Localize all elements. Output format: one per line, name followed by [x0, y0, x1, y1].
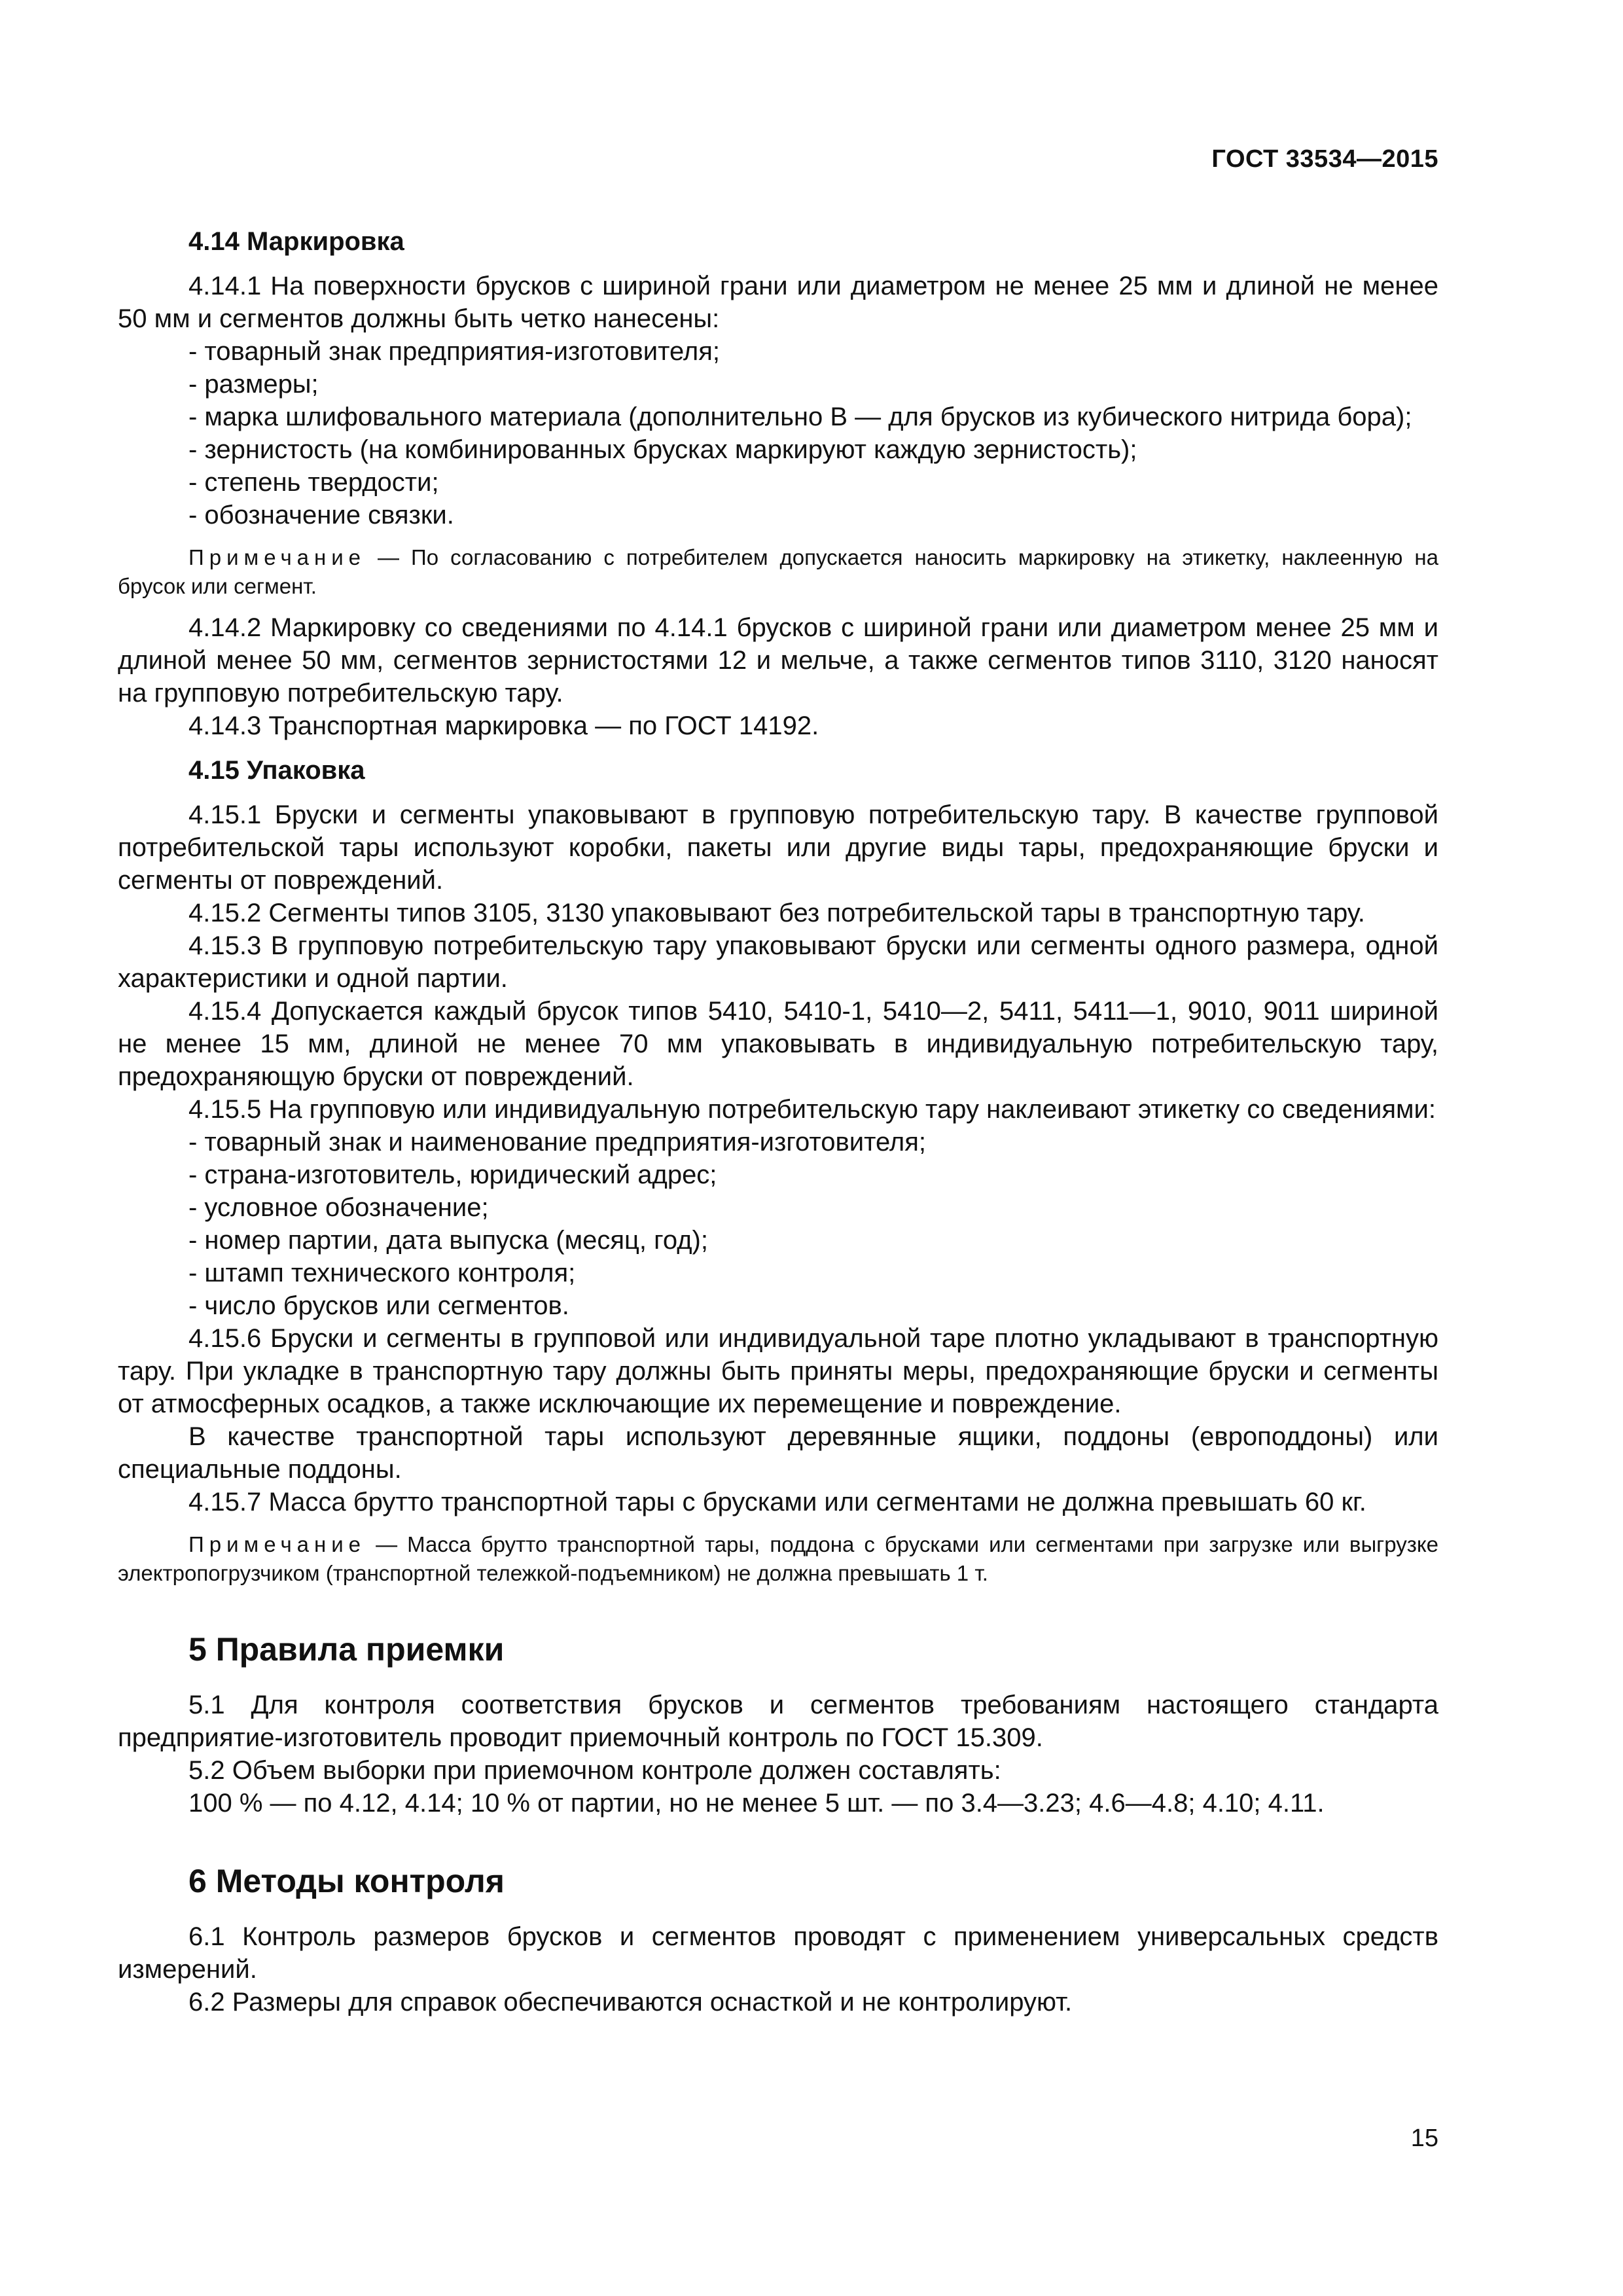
spacer: [118, 742, 1438, 750]
list-item: - обозначение связки.: [188, 501, 454, 529]
list-item: - число брусков или сегментов.: [188, 1291, 569, 1320]
paragraph-5-2: 5.2 Объем выборки при приемочном контроле должен составлять:: [188, 1756, 1001, 1785]
note-label: Примечание: [188, 1532, 366, 1556]
list-item: - страна-изготовитель, юридический адрес;: [188, 1160, 717, 1189]
paragraph-5-2-cont: 100 % — по 4.12, 4.14; 10 % от партии, но не менее 5 шт. — по 3.4—3.23; 4.6—4.8; 4.10; 4.11.: [188, 1789, 1325, 1818]
paragraph-4-15-4: 4.15.4 Допускается каждый брусок типов 5410, 5410-1, 5410—2, 5411, 5411—1, 9010, 9011 шириной не менее 15 мм, длиной не менее 70 мм упаковывать в индивидуальную потребительскую тару, предохраняющую бруски от повреждений.: [118, 997, 1438, 1091]
paragraph-4-15-2: 4.15.2 Сегменты типов 3105, 3130 упаковывают без потребительской тары в транспортную тару.: [188, 899, 1365, 927]
paragraph-4-15-6-cont: В качестве транспортной тары используют деревянные ящики, поддоны (европоддоны) или специальные поддоны.: [118, 1422, 1438, 1484]
list-item: - зернистость (на комбинированных брусках маркируют каждую зернистость);: [188, 435, 1137, 464]
section-title-4-14: 4.14 Маркировка: [188, 227, 404, 256]
section-title-6: 6 Методы контроля: [188, 1863, 505, 1899]
list-item: - условное обозначение;: [188, 1193, 489, 1222]
note-4-14: [118, 543, 1438, 601]
paragraph-4-15-3: 4.15.3 В групповую потребительскую тару упаковывают бруски или сегменты одного размера, одной характеристики и одной партии.: [118, 931, 1438, 993]
document-header: ГОСТ 33534—2015: [1211, 145, 1438, 173]
list-item: - товарный знак предприятия-изготовителя;: [188, 337, 720, 366]
note-text: — По согласованию с потребителем допускается наносить маркировку на этикетку, наклеенную на брусок или сегмент.: [118, 545, 1438, 598]
list-item: - товарный знак и наименование предприятия-изготовителя;: [188, 1128, 927, 1157]
list-item: - номер партии, дата выпуска (месяц, год);: [188, 1226, 708, 1255]
page-number: 15: [1410, 2125, 1438, 2152]
paragraph-4-15-5: 4.15.5 На групповую или индивидуальную потребительскую тару наклеивают этикетку со сведениями:: [188, 1095, 1436, 1124]
document-body: [118, 221, 1438, 2018]
list-item: - размеры;: [188, 370, 319, 399]
paragraph-4-15-1: 4.15.1 Бруски и сегменты упаковывают в групповую потребительскую тару. В качестве групповой потребительской тары используют коробки, пакеты или другие виды тары, предохраняющие бруски и сегменты от повреждений.: [118, 800, 1438, 895]
section-title-4-15: 4.15 Упаковка: [188, 756, 365, 785]
section-title-5: 5 Правила приемки: [188, 1631, 505, 1668]
paragraph-5-1: 5.1 Для контроля соответствия брусков и сегментов требованиям настоящего стандарта предприятие-изготовитель проводит приемочный контроль по ГОСТ 15.309.: [118, 1691, 1438, 1752]
note-label: Примечание: [188, 545, 366, 569]
paragraph-6-2: 6.2 Размеры для справок обеспечиваются оснасткой и не контролируют.: [188, 1988, 1073, 2017]
paragraph-4-15-7: 4.15.7 Масса брутто транспортной тары с брусками или сегментами не должна превышать 60 кг.: [188, 1488, 1366, 1516]
list-item: - штамп технического контроля;: [188, 1259, 576, 1287]
paragraph-6-1: 6.1 Контроль размеров брусков и сегментов проводят с применением универсальных средств измерений.: [118, 1922, 1438, 1984]
paragraph-4-14-1: 4.14.1 На поверхности брусков с шириной грани или диаметром не менее 25 мм и длиной не менее 50 мм и сегментов должны быть четко нанесены:: [118, 272, 1438, 333]
paragraph-4-14-3: 4.14.3 Транспортная маркировка — по ГОСТ 14192.: [188, 711, 819, 740]
list-item: - степень твердости;: [188, 468, 439, 497]
list-item: - марка шлифовального материала (дополнительно В — для брусков из кубического нитрида бора);: [188, 403, 1412, 431]
paragraph-4-14-2: 4.14.2 Маркировку со сведениями по 4.14.1 брусков с шириной грани или диаметром менее 25 мм и длиной менее 50 мм, сегментов зернистостями 12 и мельче, а также сегментов типов 3110, 3120 наносят на групповую потребительскую тару.: [118, 613, 1438, 708]
note-4-15: [118, 1530, 1438, 1588]
paragraph-4-15-6: 4.15.6 Бруски и сегменты в групповой или индивидуальной таре плотно укладывают в транспортную тару. При укладке в транспортную тару должны быть приняты меры, предохраняющие бруски и сегменты от атмосферных осадков, а также исключающие их перемещение и повреждение.: [118, 1324, 1438, 1418]
note-text: — Масса брутто транспортной тары, поддона с брусками или сегментами при загрузке или выгрузке электропогрузчиком (транспортной тележкой-подъемником) не должна превышать 1 т.: [118, 1532, 1438, 1585]
